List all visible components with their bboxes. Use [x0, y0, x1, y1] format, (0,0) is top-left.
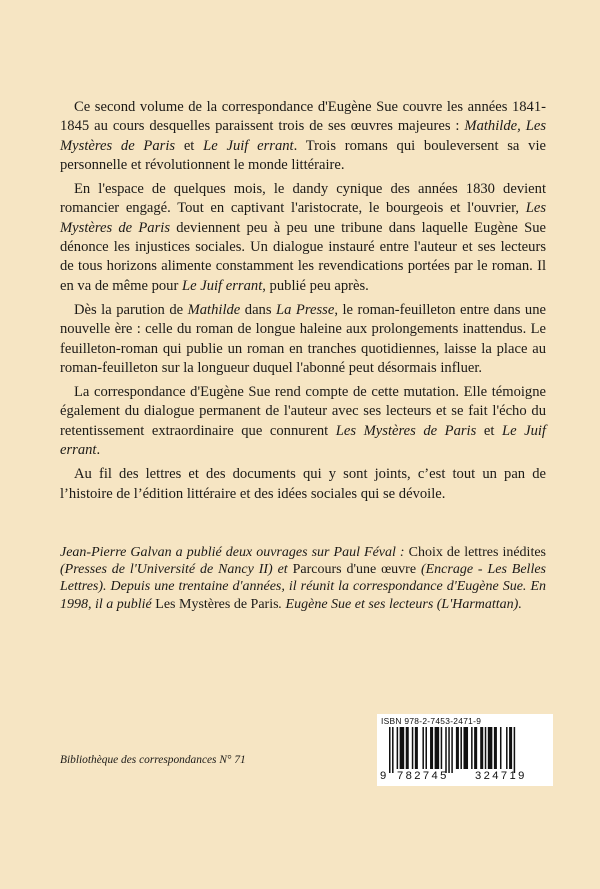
barcode-digits-right: 324719	[475, 770, 527, 782]
bio-text-span: . Eugène Sue et ses lecteurs (L'Harmattan).	[278, 596, 522, 612]
book-title: Les Mystères de Paris	[335, 422, 477, 439]
barcode-bar	[425, 727, 427, 769]
blurb-text-span: , le roman-feuilleton entre dans une nouvelle ère : celle du roman de longue haleine aux prolongements inattendus. Le feuilleton-roman qui publie un roman en tranches quotidiennes, laisse la place au roman-feuilleton sur la longueur duquel l'abonné peut désormais influer.	[60, 301, 546, 376]
barcode-bar	[406, 727, 409, 769]
blurb-text-span: .	[96, 442, 101, 459]
barcode-bar	[415, 727, 418, 769]
blurb-text	[60, 98, 546, 509]
barcode-bar	[430, 727, 433, 769]
book-title: Le Juif errant	[181, 277, 263, 294]
blurb-text-span: La correspondance d'Eugène Sue rend compte de cette mutation. Elle témoigne également du dialogue permanent de l'auteur avec ses lecteurs et se fait l'écho du retentissement extraordinaire que connurent	[60, 384, 546, 439]
barcode-bar	[400, 727, 405, 769]
blurb-text-span: deviennent peu à peu une tribune dans laquelle Eugène Sue dénonce les injustices sociales. Un dialogue instauré entre l'auteur et ses lecteurs de tous horizons alimente constamment les revendications portées par le roman. Il en va de même pour	[60, 219, 546, 294]
blurb-text-span: Dès la parution de	[74, 301, 188, 318]
barcode-bar	[392, 727, 394, 773]
barcode-bar	[509, 727, 512, 769]
barcode-bar	[451, 727, 453, 773]
barcode-bar	[506, 727, 508, 769]
barcode-bar	[500, 727, 502, 769]
book-title: Le Juif errant	[203, 137, 294, 154]
barcode-bar	[485, 727, 487, 769]
barcode-bar	[445, 727, 447, 773]
bio-work-title: Choix de lettres inédites	[408, 545, 546, 560]
bio-text-span: (Presses de l'Université de Nancy II) et	[60, 562, 293, 578]
barcode-bar	[448, 727, 450, 773]
barcode-bar	[441, 727, 443, 769]
blurb-text-span: Ce second volume de la correspondance d'Eugène Sue couvre les années 1841-1845 au cours desquelles paraissent trois de ses œuvres majeures :	[60, 99, 546, 135]
blurb-text-span: et	[175, 137, 204, 154]
blurb-paragraph-2	[60, 180, 546, 296]
barcode-digits-left: 782745	[397, 770, 449, 782]
barcode-bar	[488, 727, 493, 769]
blurb-text-span: . Trois romans qui bouleversent sa vie personnelle et révolutionnent le monde littéraire.	[60, 137, 546, 173]
isbn-label: ISBN 978-2-7453-2471-9	[381, 716, 482, 726]
barcode-bar	[514, 727, 516, 773]
blurb-text-span: Au fil des lettres et des documents qui y sont joints, c’est tout un pan de l’histoire de l’édition littéraire et des idées sociales qui se dévoile.	[60, 466, 546, 502]
blurb-text-span: , publié peu après.	[262, 277, 369, 294]
newspaper-title: La Presse	[276, 301, 335, 318]
blurb-text-span: ,	[517, 118, 526, 135]
barcode-bar	[480, 727, 483, 769]
bio-text-span: Jean-Pierre Galvan a publié deux ouvrages sur Paul Féval :	[60, 545, 409, 560]
blurb-text-span: En l'espace de quelques mois, le dandy cynique des années 1830 devient romancier engagé. Tout en captivant l'aristocrate, le bourgeois et l'ouvrier,	[60, 181, 546, 217]
blurb-paragraph-3	[60, 301, 546, 378]
book-title: Le Juif errant	[60, 422, 546, 459]
book-title: Les Mystères de Paris	[60, 200, 546, 236]
barcode-bar	[494, 727, 497, 769]
barcode-bar	[460, 727, 462, 769]
blurb-text-span: dans	[240, 301, 277, 318]
barcode-bar	[435, 727, 440, 769]
blurb-paragraph-5	[60, 465, 546, 504]
barcode-bar	[463, 727, 468, 769]
barcode-icon	[377, 727, 553, 773]
book-title: Les Mystères de Paris	[60, 118, 546, 154]
bio-text-span: (Encrage - Les Belles Lettres). Depuis une trentaine d'années, il réunit la correspondance d'Eugène Sue. En 1998, il a publié	[60, 562, 546, 612]
barcode-bar	[389, 727, 391, 773]
bio-work-title: Parcours d'une œuvre	[292, 562, 417, 578]
barcode-bar	[474, 727, 477, 769]
barcode-bar	[412, 727, 414, 769]
barcode-bar	[397, 727, 399, 769]
barcode-bar	[456, 727, 459, 769]
book-title: Mathilde	[464, 118, 518, 135]
collection-label: Bibliothèque des correspondances N° 71	[60, 754, 246, 766]
author-bio	[60, 544, 546, 613]
barcode-bar	[471, 727, 473, 769]
blurb-paragraph-4	[60, 383, 546, 460]
barcode-digit-first: 9	[380, 770, 387, 782]
bio-work-title: Les Mystères de Paris	[155, 596, 279, 612]
blurb-paragraph-1	[60, 98, 546, 175]
barcode-bar	[422, 727, 424, 769]
blurb-text-span: et	[476, 422, 502, 439]
book-title: Mathilde	[187, 301, 241, 318]
